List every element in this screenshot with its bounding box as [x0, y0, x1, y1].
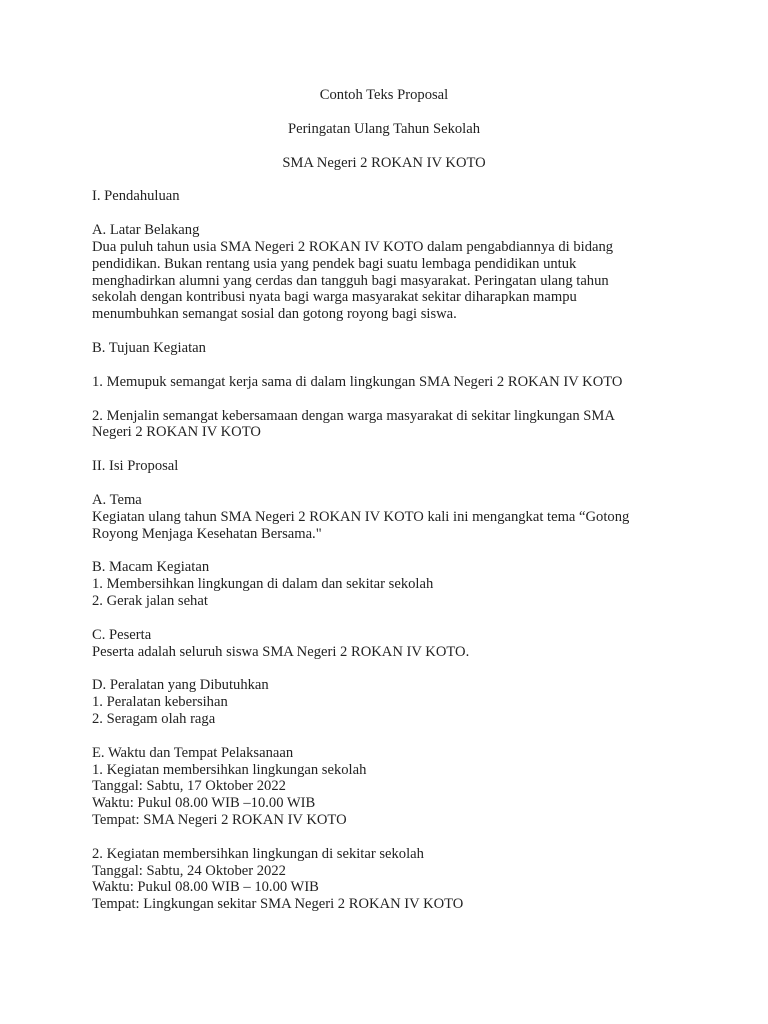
- paragraph-line: sekolah dengan kontribusi nyata bagi warga masyarakat sekitar diharapkan mampu: [92, 289, 577, 306]
- subheading-tema: A. Tema: [92, 491, 142, 508]
- paragraph-latar-belakang: [92, 239, 672, 323]
- subheading-macam-kegiatan: B. Macam Kegiatan: [92, 559, 210, 576]
- list-item: 1. Peralatan kebersihan: [92, 694, 228, 711]
- paragraph-line: Kegiatan ulang tahun SMA Negeri 2 ROKAN IV KOTO kali ini mengangkat tema “Gotong: [92, 508, 630, 525]
- event-place: Tempat: SMA Negeri 2 ROKAN IV KOTO: [92, 811, 347, 828]
- subheading-waktu-tempat: E. Waktu dan Tempat Pelaksanaan: [92, 744, 294, 761]
- section-heading-isi-proposal: II. Isi Proposal: [92, 458, 179, 475]
- school-name: SMA Negeri 2 ROKAN IV KOTO: [282, 154, 486, 171]
- event-title: 1. Kegiatan membersihkan lingkungan sekolah: [92, 761, 367, 778]
- event-block-2: [92, 846, 672, 913]
- document-header: [92, 87, 676, 171]
- event-block-1: [92, 762, 672, 829]
- paragraph-peserta: Peserta adalah seluruh siswa SMA Negeri 2 ROKAN IV KOTO.: [92, 643, 470, 660]
- paragraph-line: Dua puluh tahun usia SMA Negeri 2 ROKAN IV KOTO dalam pengabdiannya di bidang: [92, 238, 614, 255]
- paragraph-line: 2. Menjalin semangat kebersamaan dengan warga masyarakat di sekitar lingkungan SMA: [92, 407, 615, 424]
- event-title: 2. Kegiatan membersihkan lingkungan di sekitar sekolah: [92, 845, 424, 862]
- event-time: Waktu: Pukul 08.00 WIB –10.00 WIB: [92, 795, 316, 812]
- subheading-peserta: C. Peserta: [92, 626, 152, 643]
- paragraph-tema: [92, 509, 672, 543]
- event-place: Tempat: Lingkungan sekitar SMA Negeri 2 ROKAN IV KOTO: [92, 896, 464, 913]
- document-subtitle: Peringatan Ulang Tahun Sekolah: [287, 120, 481, 137]
- paragraph-line: pendidikan. Bukan rentang usia yang pendek bagi suatu lembaga pendidikan untuk: [92, 255, 577, 272]
- list-item-tujuan-2: [92, 408, 672, 442]
- paragraph-line: menumbuhkan semangat sosial dan gotong royong bagi siswa.: [92, 306, 457, 323]
- subheading-peralatan: D. Peralatan yang Dibutuhkan: [92, 677, 269, 694]
- list-item: 1. Membersihkan lingkungan di dalam dan sekitar sekolah: [92, 576, 434, 593]
- subheading-tujuan-kegiatan: B. Tujuan Kegiatan: [92, 339, 206, 356]
- subheading-latar-belakang: A. Latar Belakang: [92, 222, 200, 239]
- paragraph-line: menghadirkan alumni yang cerdas dan tangguh bagi masyarakat. Peringatan ulang tahun: [92, 272, 609, 289]
- section-heading-pendahuluan: I. Pendahuluan: [92, 188, 180, 205]
- event-date: Tanggal: Sabtu, 17 Oktober 2022: [92, 778, 286, 795]
- event-date: Tanggal: Sabtu, 24 Oktober 2022: [92, 862, 286, 879]
- list-item-tujuan-1: 1. Memupuk semangat kerja sama di dalam lingkungan SMA Negeri 2 ROKAN IV KOTO: [92, 373, 623, 390]
- list-item: 2. Gerak jalan sehat: [92, 592, 208, 609]
- paragraph-line: Royong Menjaga Kesehatan Bersama.": [92, 525, 322, 542]
- event-time: Waktu: Pukul 08.00 WIB – 10.00 WIB: [92, 879, 319, 896]
- paragraph-line: Negeri 2 ROKAN IV KOTO: [92, 424, 261, 441]
- document-title: Contoh Teks Proposal: [319, 87, 449, 103]
- list-item: 2. Seragam olah raga: [92, 710, 216, 727]
